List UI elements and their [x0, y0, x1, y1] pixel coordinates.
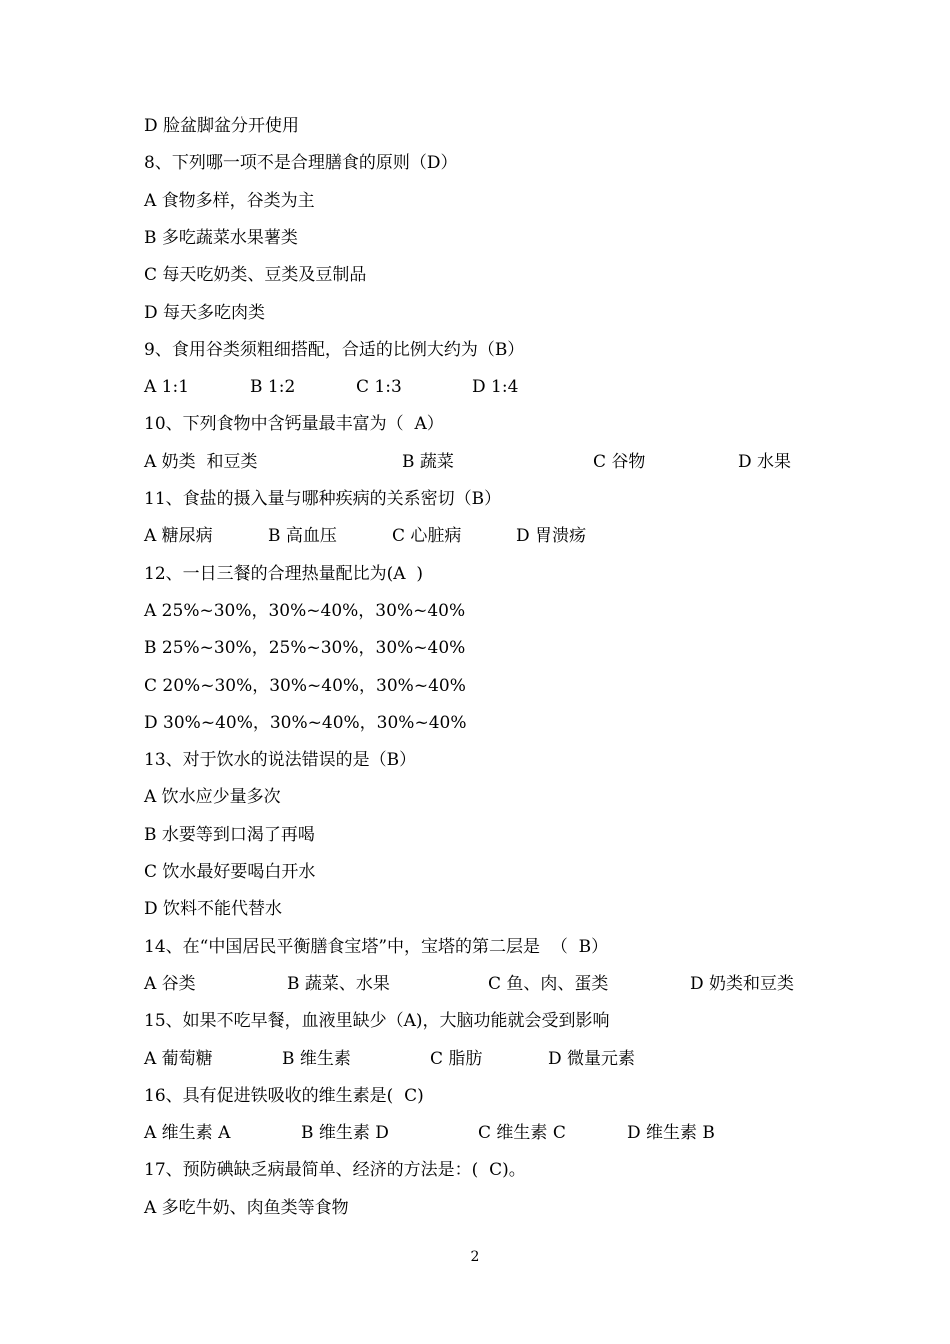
option-item: B 维生素	[282, 1049, 351, 1069]
text-line: A 饮水应少量多次	[144, 787, 281, 807]
option-item: D 1:4	[472, 377, 519, 397]
text-line: A 食物多样，谷类为主	[144, 191, 315, 211]
option-item: D 微量元素	[548, 1049, 636, 1069]
option-item: C 谷物	[593, 452, 646, 472]
text-line: 9、食用谷类须粗细搭配，合适的比例大约为（B）	[144, 340, 525, 360]
text-line: 12、一日三餐的合理热量配比为(A )	[144, 564, 423, 584]
text-line: A 多吃牛奶、肉鱼类等食物	[144, 1198, 349, 1218]
option-item: B 蔬菜	[402, 452, 454, 472]
text-line: 17、预防碘缺乏病最简单、经济的方法是：( C)。	[144, 1160, 526, 1180]
text-line: D 30%~40%，30%~40%，30%~40%	[144, 713, 467, 733]
text-line: C 饮水最好要喝白开水	[144, 862, 316, 882]
text-line: 15、如果不吃早餐，血液里缺少（A)，大脑功能就会受到影响	[144, 1011, 610, 1031]
text-line: 16、具有促进铁吸收的维生素是( C)	[144, 1086, 424, 1106]
text-line: 14、在“中国居民平衡膳食宝塔”中，宝塔的第二层是 （ B）	[144, 937, 609, 957]
option-item: B 蔬菜、水果	[287, 974, 390, 994]
text-line: 8、下列哪一项不是合理膳食的原则（D）	[144, 153, 458, 173]
option-item: A 奶类 和豆类	[144, 452, 258, 472]
option-item: B 高血压	[268, 526, 337, 546]
option-item: A 谷类	[144, 974, 196, 994]
option-item: D 胃溃疡	[516, 526, 587, 546]
text-line: B 多吃蔬菜水果薯类	[144, 228, 298, 248]
text-line: A 25%~30%，30%~40%，30%~40%	[144, 601, 466, 621]
option-item: A 1:1	[144, 377, 190, 397]
text-line: 11、食盐的摄入量与哪种疾病的关系密切（B）	[144, 489, 502, 509]
text-line: C 20%~30%，30%~40%，30%~40%	[144, 676, 466, 696]
option-item: C 1:3	[356, 377, 402, 397]
option-item: B 维生素 D	[301, 1123, 389, 1143]
option-item: C 维生素 C	[478, 1123, 566, 1143]
option-item: A 维生素 A	[144, 1123, 231, 1143]
text-line: B 水要等到口渴了再喝	[144, 825, 315, 845]
option-item: B 1:2	[250, 377, 296, 397]
option-item: D 维生素 B	[627, 1123, 715, 1143]
option-item: A 糖尿病	[144, 526, 213, 546]
page-number: 2	[470, 1249, 480, 1265]
option-item: C 脂肪	[430, 1049, 483, 1069]
option-item: D 奶类和豆类	[690, 974, 795, 994]
text-line: D 饮料不能代替水	[144, 899, 283, 919]
option-item: D 水果	[738, 452, 792, 472]
text-line: D 每天多吃肉类	[144, 303, 266, 323]
text-line: 10、下列食物中含钙量最丰富为（ A）	[144, 414, 444, 434]
text-line: D 脸盆脚盆分开使用	[144, 116, 300, 136]
text-line: C 每天吃奶类、豆类及豆制品	[144, 265, 367, 285]
option-item: C 鱼、肉、蛋类	[488, 974, 609, 994]
text-line: 13、对于饮水的说法错误的是（B）	[144, 750, 417, 770]
text-line: B 25%~30%，25%~30%，30%~40%	[144, 638, 466, 658]
option-item: C 心脏病	[392, 526, 462, 546]
option-item: A 葡萄糖	[144, 1049, 213, 1069]
